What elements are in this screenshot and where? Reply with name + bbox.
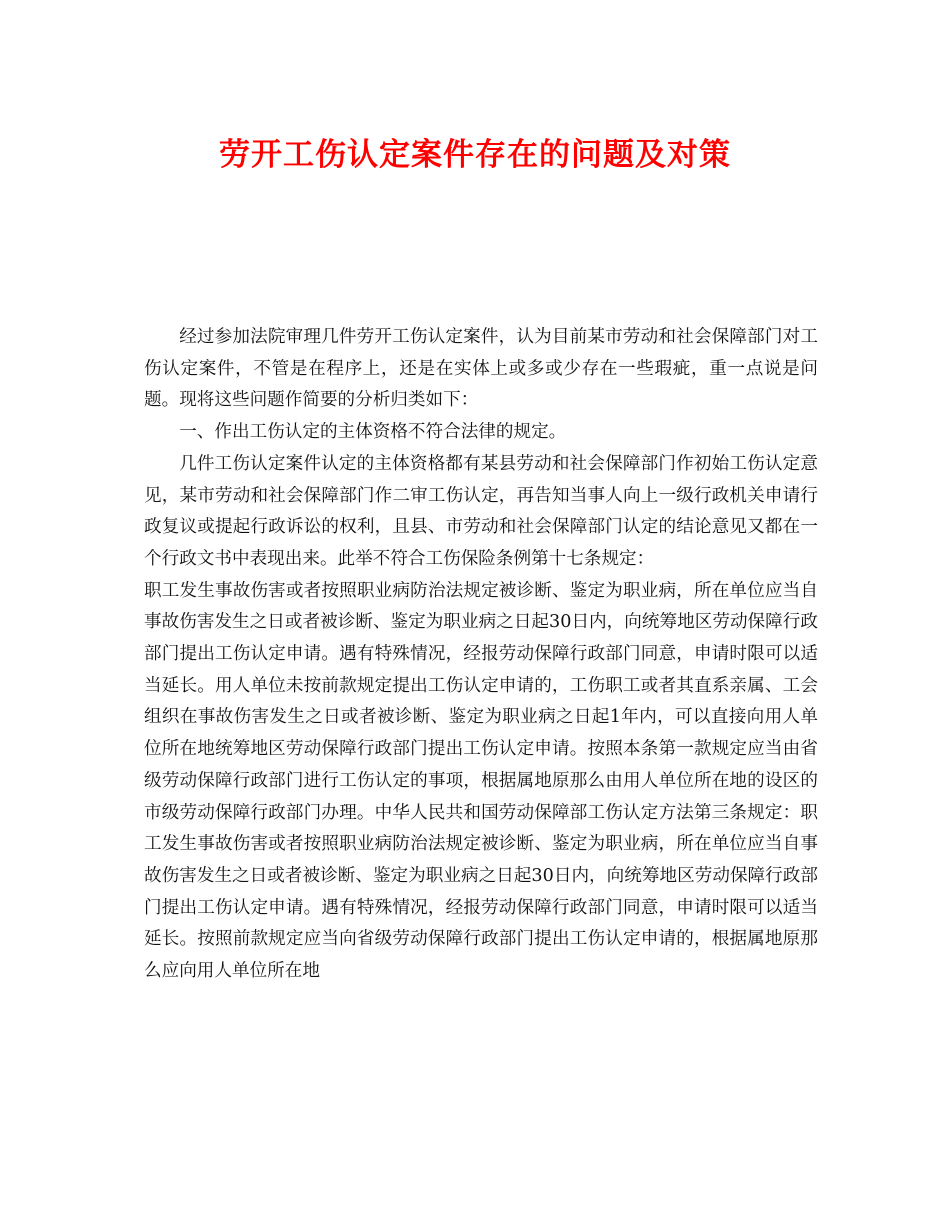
paragraph-intro: 经过参加法院审理几件劳开工伤认定案件，认为目前某市劳动和社会保障部门对工伤认定案件，不管是在程序上，还是在实体上或多或少存在一些瑕疵，重一点说是问题。现将这些问题作简要的分析归类如下：: [144, 327, 818, 411]
paragraph-subject-qualification: 几件工伤认定案件认定的主体资格都有某县劳动和社会保障部门作初始工伤认定意见，某市劳动和社会保障部门作二审工伤认定，再告知当事人向上一级行政机关申请行政复议或提起行政诉讼的权利，且县、市劳动和社会保障部门认定的结论意见又都在一个行政文书中表现出来。此举不符合工伤保险条例第十七条规定：: [144, 453, 818, 569]
paragraph-heading-1: 一、作出工伤认定的主体资格不符合法律的规定。: [179, 422, 567, 443]
document-title: 劳开工伤认定案件存在的问题及对策: [219, 137, 731, 173]
paragraph-regulation-quote: 职工发生事故伤害或者按照职业病防治法规定被诊断、鉴定为职业病，所在单位应当自事故伤害发生之日或者被诊断、鉴定为职业病之日起30日内，向统筹地区劳动保障行政部门提出工伤认定申请。遇有特殊情况，经报劳动保障行政部门同意，申请时限可以适当延长。用人单位未按前款规定提出工伤认定申请的，工伤职工或者其直系亲属、工会组织在事故伤害发生之日或者被诊断、鉴定为职业病之日起1年内，可以直接向用人单位所在地统筹地区劳动保障行政部门提出工伤认定申请。按照本条第一款规定应当由省级劳动保障行政部门进行工伤认定的事项，根据属地原那么由用人单位所在地的设区的市级劳动保障行政部门办理。中华人民共和国劳动保障部工伤认定方法第三条规定：职工发生事故伤害或者按照职业病防治法规定被诊断、鉴定为职业病，所在单位应当自事故伤害发生之日或者被诊断、鉴定为职业病之日起30日内，向统筹地区劳动保障行政部门提出工伤认定申请。遇有特殊情况，经报劳动保障行政部门同意，申请时限可以适当延长。按照前款规定应当向省级劳动保障行政部门提出工伤认定申请的，根据属地原那么应向用人单位所在地: [144, 580, 818, 982]
document-body: [144, 322, 818, 988]
